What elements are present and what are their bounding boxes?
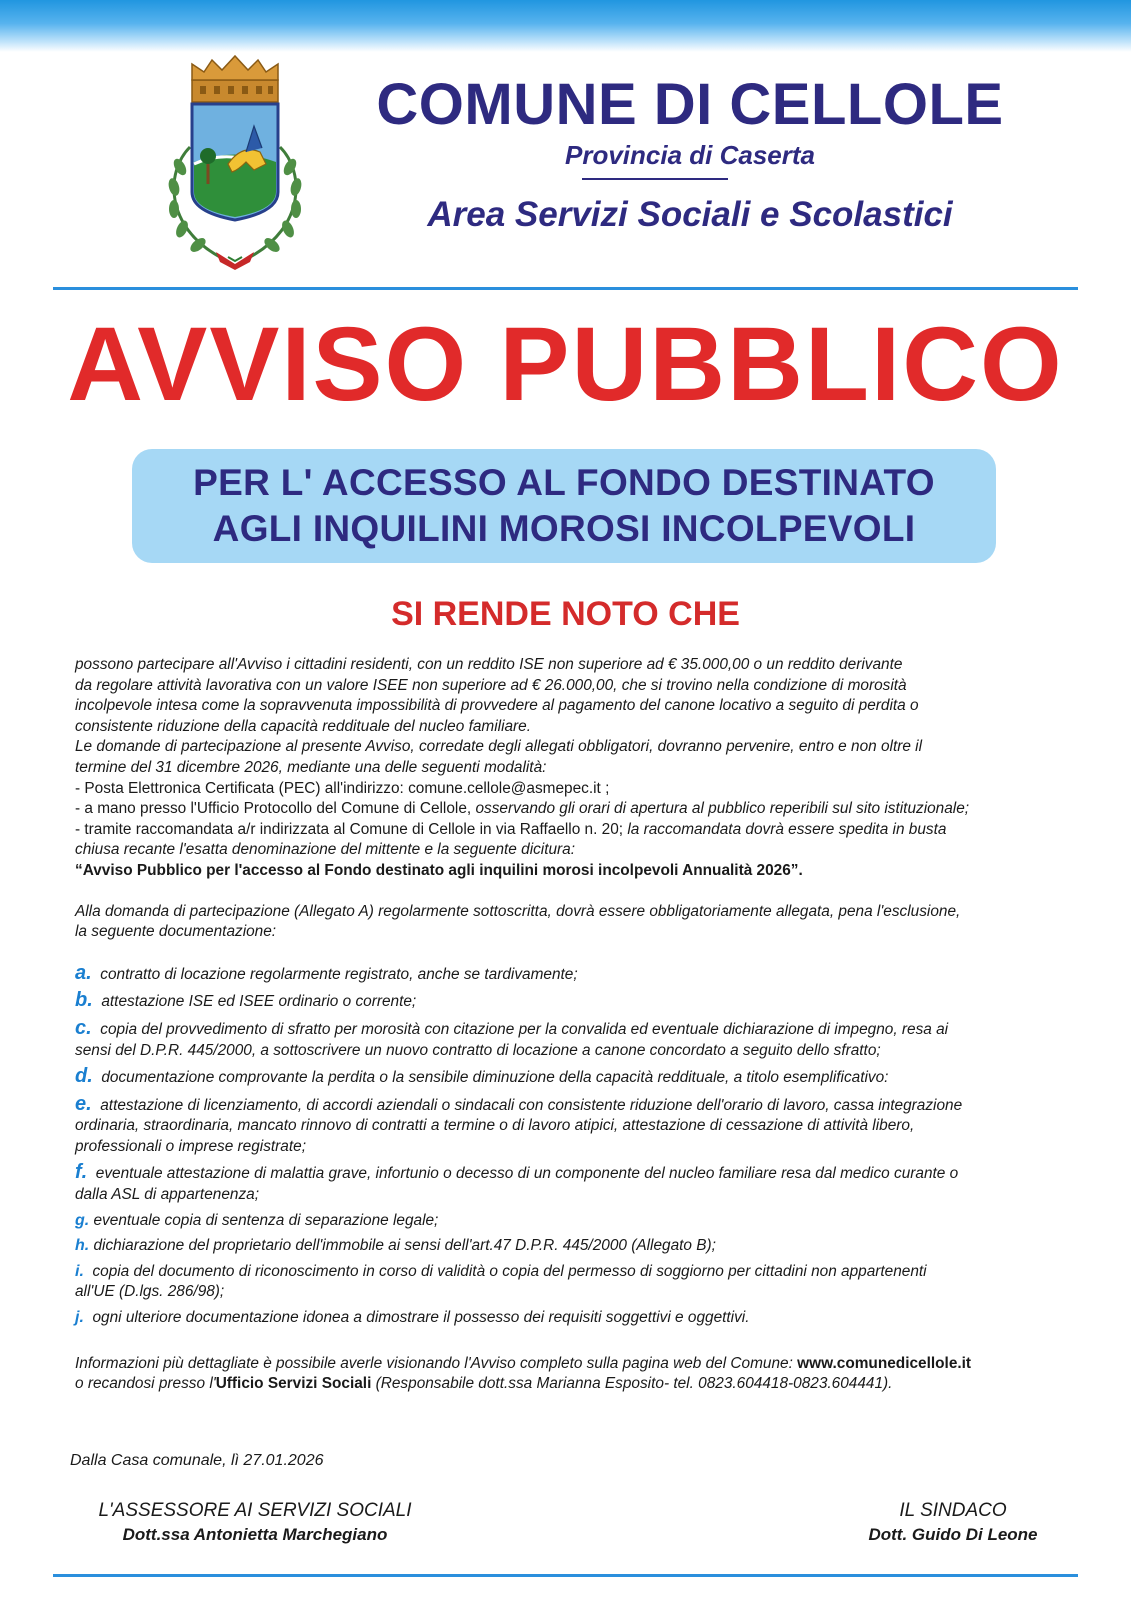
text-line: - Posta Elettronica Certificata (PEC) all'indirizzo: comune.cellole@asmepec.it ; [75,779,610,797]
list-item [75,1262,1105,1303]
department-name: Area Servizi Sociali e Scolastici [427,195,953,234]
top-divider [53,287,1078,290]
rende-noto-heading: SI RENDE NOTO CHE [391,595,740,633]
notice-subtitle-box [132,449,996,563]
list-item [75,1236,1105,1257]
place-date: Dalla Casa comunale, lì 27.01.2026 [70,1452,324,1469]
list-item [75,1094,1105,1158]
list-item-text: copia del documento di riconoscimento in corso di validità o copia del permesso di soggiorno per cittadini non appartenenti [92,1262,927,1280]
list-item-text: professionali o imprese registrate; [75,1137,306,1155]
coat-of-arms-icon [150,52,320,272]
website-link[interactable]: www.comunedicellole.it [792,1354,972,1372]
signature-assessore [85,1499,425,1547]
list-item-text: copia del provvedimento di sfratto per morosità con citazione per la convalida ed eventuale dichiarazione di impegno, resa ai [100,1020,949,1038]
list-item [75,1211,1105,1232]
signature-sindaco [838,1499,1068,1547]
list-marker: i. [75,1262,84,1280]
text-line: da regolare attività lavorativa con un valore ISEE non superiore ad € 26.000,00, che si trovino nella condizione di morosità [75,676,907,694]
list-item [75,1308,1105,1329]
header-divider [582,178,728,180]
info-paragraph [75,1354,1105,1395]
spacer [75,882,1105,902]
list-marker: h. [75,1237,90,1255]
list-item-text: attestazione ISE ed ISEE ordinario o corrente; [101,993,417,1011]
method-pec [75,779,1105,800]
text-line: Le domande di partecipazione al presente Avviso, corredate degli allegati obbligatori, dovranno pervenire, entro e non oltre il [75,738,923,756]
list-item [75,1162,1105,1205]
notice-body [75,655,1105,1395]
method-mail [75,820,1105,861]
notice-subtitle-line: PER L' ACCESSO AL FONDO DESTINATO [193,462,935,503]
attachment-intro [75,902,1105,943]
text-line: “Avviso Pubblico per l'accesso al Fondo destinato agli inquilini morosi incolpevoli Annualità 2026”. [75,861,803,879]
list-item-text: all'UE (D.lgs. 286/98); [75,1283,225,1301]
signature-name: Dott.ssa Antonietta Marchegiano [122,1525,388,1544]
subject-line [75,861,1105,882]
bottom-divider [53,1574,1078,1577]
list-item-text: ogni ulteriore documentazione idonea a dimostrare il possesso dei requisiti soggettivi e oggettivi. [92,1309,750,1327]
intro-paragraph [75,655,1105,779]
list-item-text: documentazione comprovante la perdita o la sensibile diminuzione della capacità reddituale, a titolo esemplificativo: [101,1069,889,1087]
signature-role: L'ASSESSORE AI SERVIZI SOCIALI [98,1500,412,1521]
list-item-text: eventuale attestazione di malattia grave, infortunio o decesso di un componente del nucleo familiare resa dal medico curante o [95,1165,959,1183]
text-line: incolpevole intesa come la sopravvenuta impossibilità di provvedere al pagamento del canone locativo a seguito di perdita o [75,697,919,715]
list-marker: g. [75,1211,90,1229]
text-line: possono partecipare all'Avviso i cittadini residenti, con un reddito ISE non superiore ad € 35.000,00 o un reddito derivante [75,656,903,673]
text-line: termine del 31 dicembre 2026, mediante una delle seguenti modalità: [75,758,547,776]
list-marker: c. [75,1016,92,1039]
list-item-text: dalla ASL di appartenenza; [75,1186,259,1204]
list-marker: j. [75,1309,84,1327]
municipality-title: COMUNE DI CELLOLE [376,72,1004,137]
text-line: la seguente documentazione: [75,923,277,941]
spacer [75,943,1105,963]
text-line: Informazioni più dettagliate è possibile averle visionando l'Avviso completo sulla pagina web del Comune: [75,1354,793,1372]
top-color-band [0,0,1131,52]
signature-name: Dott. Guido Di Leone [868,1525,1038,1544]
list-marker: b. [75,989,93,1012]
list-item [75,963,1105,986]
text-line: Alla domanda di partecipazione (Allegato A) regolarmente sottoscritta, dovrà essere obbligatoriamente allegata, pena l'esclusione, [75,902,961,920]
list-item [75,1018,1105,1061]
text-line: la raccomandata dovrà essere spedita in busta [623,820,947,838]
list-item [75,1066,1105,1089]
method-hand [75,799,1105,820]
spacer [75,1334,1105,1354]
notice-title: AVVISO PUBBLICO [67,306,1064,423]
list-item-text: sensi del D.P.R. 445/2000, a sottoscrivere un nuovo contratto di locazione a canone concordato a seguito dello sfratto; [75,1041,881,1059]
text-line: o recandosi presso l' [75,1375,216,1393]
list-item-text: dichiarazione del proprietario dell'immobile ai sensi dell'art.47 D.P.R. 445/2000 (Allegato B); [93,1237,716,1255]
list-item-text: ordinaria, straordinaria, mancato rinnovo di contratti a termine o di lavoro atipici, attestazione di cessazione di attività libero, [75,1117,915,1135]
text-line: consistente riduzione della capacità reddituale del nucleo familiare. [75,717,532,735]
list-marker: a. [75,961,92,984]
text-line: - tramite raccomandata a/r indirizzata al Comune di Cellole in via Raffaello n. 20; [75,820,624,838]
signature-role: IL SINDACO [899,1500,1007,1521]
required-documents-list [75,963,1105,1329]
list-item-text: eventuale copia di sentenza di separazione legale; [93,1211,439,1229]
list-item-text: attestazione di licenziamento, di accordi aziendali o sindacali con consistente riduzione dell'orario di lavoro, cassa integrazione [100,1096,963,1114]
list-marker: e. [75,1092,92,1115]
list-marker: d. [75,1065,93,1088]
office-name: Ufficio Servizi Sociali [215,1375,372,1393]
text-line: (Responsabile dott.ssa Marianna Esposito- tel. 0823.604418-0823.604441). [371,1375,893,1393]
text-line: chiusa recante l'esatta denominazione del mittente e la seguente dicitura: [75,841,576,859]
text-line: osservando gli orari di apertura al pubblico reperibili sul sito istituzionale; [471,800,970,818]
text-line: - a mano presso l'Ufficio Protocollo del Comune di Cellole, [75,800,472,818]
list-item [75,990,1105,1013]
list-item-text: contratto di locazione regolarmente registrato, anche se tardivamente; [100,965,578,983]
notice-subtitle-line: AGLI INQUILINI MOROSI INCOLPEVOLI [212,508,916,549]
list-marker: f. [75,1161,88,1184]
province-subtitle: Provincia di Caserta [565,140,815,170]
